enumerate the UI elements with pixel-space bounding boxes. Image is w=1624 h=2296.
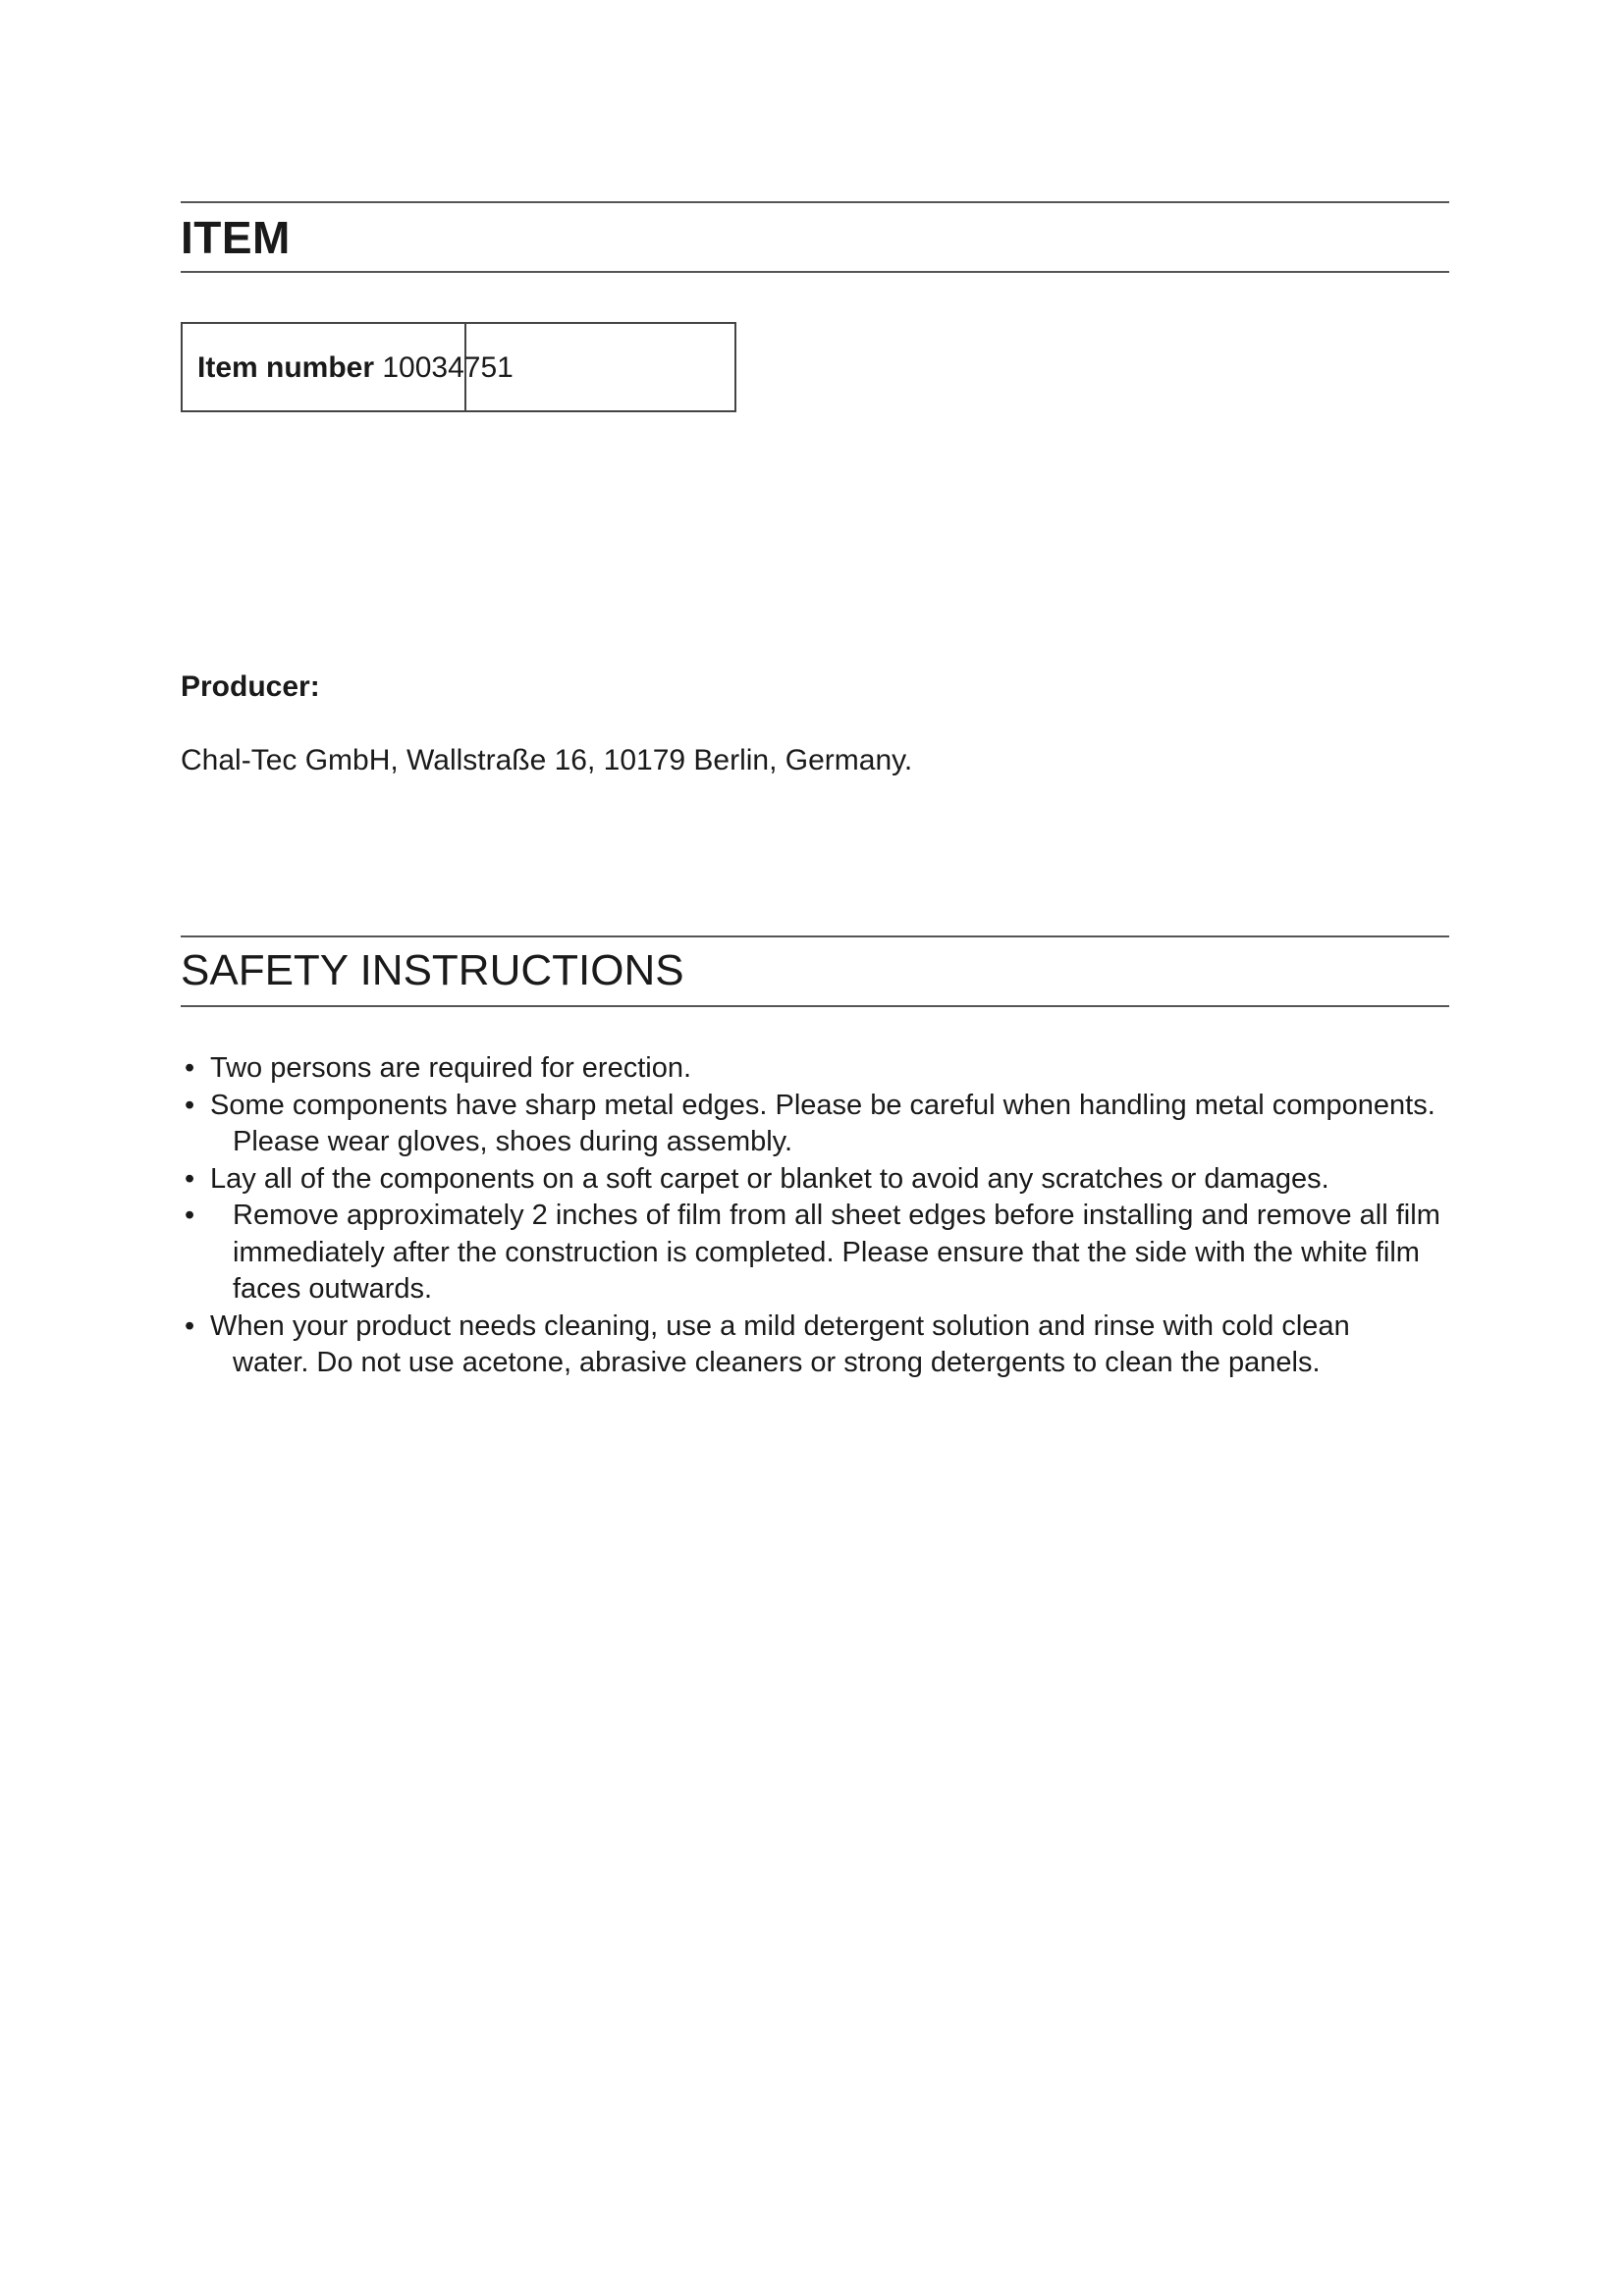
item-top-rule [181,201,1449,203]
bullet-icon: • [185,1200,195,1231]
list-item-line: When your product needs cleaning, use a mild detergent solution and rinse with cold clean [210,1309,1350,1342]
list-item-line: water. Do not use acetone, abrasive cleaners or strong detergents to clean the panels. [233,1347,1321,1378]
item-bottom-rule [181,271,1449,273]
list-item-line: faces outwards. [233,1273,433,1305]
producer-address: Chal-Tec GmbH, Wallstraße 16, 10179 Berlin, Germany. [181,744,913,776]
list-item-line: immediately after the construction is completed. Please ensure that the side with the white film [233,1236,1420,1268]
item-number-table [181,322,736,412]
list-item [181,1161,1457,1199]
item-number-label: Item number [197,351,375,384]
safety-top-rule [181,935,1449,937]
list-item [181,1308,1457,1382]
producer-label: Producer: [181,670,320,703]
safety-section-title: SAFETY INSTRUCTIONS [181,946,684,994]
safety-bottom-rule [181,1005,1449,1007]
item-number-value: 10034751 [382,351,514,384]
safety-instructions-list [181,1050,1457,1382]
list-item-line: Two persons are required for erection. [210,1052,692,1084]
list-item-line: Please wear gloves, shoes during assembly. [233,1126,793,1157]
bullet-icon: • [185,1089,195,1121]
list-item-line: Lay all of the components on a soft carpet or blanket to avoid any scratches or damages. [210,1162,1329,1195]
list-item [181,1198,1457,1308]
list-item-line: Some components have sharp metal edges. Please be careful when handling metal components. [210,1089,1435,1121]
bullet-icon: • [185,1309,195,1342]
bullet-icon: • [185,1162,195,1195]
item-number-cell [197,353,514,383]
list-item [181,1050,1457,1088]
item-section-title: ITEM [181,212,291,263]
bullet-icon: • [185,1052,195,1084]
list-item-line: Remove approximately 2 inches of film from all sheet edges before installing and remove all film [233,1200,1440,1231]
list-item [181,1088,1457,1161]
